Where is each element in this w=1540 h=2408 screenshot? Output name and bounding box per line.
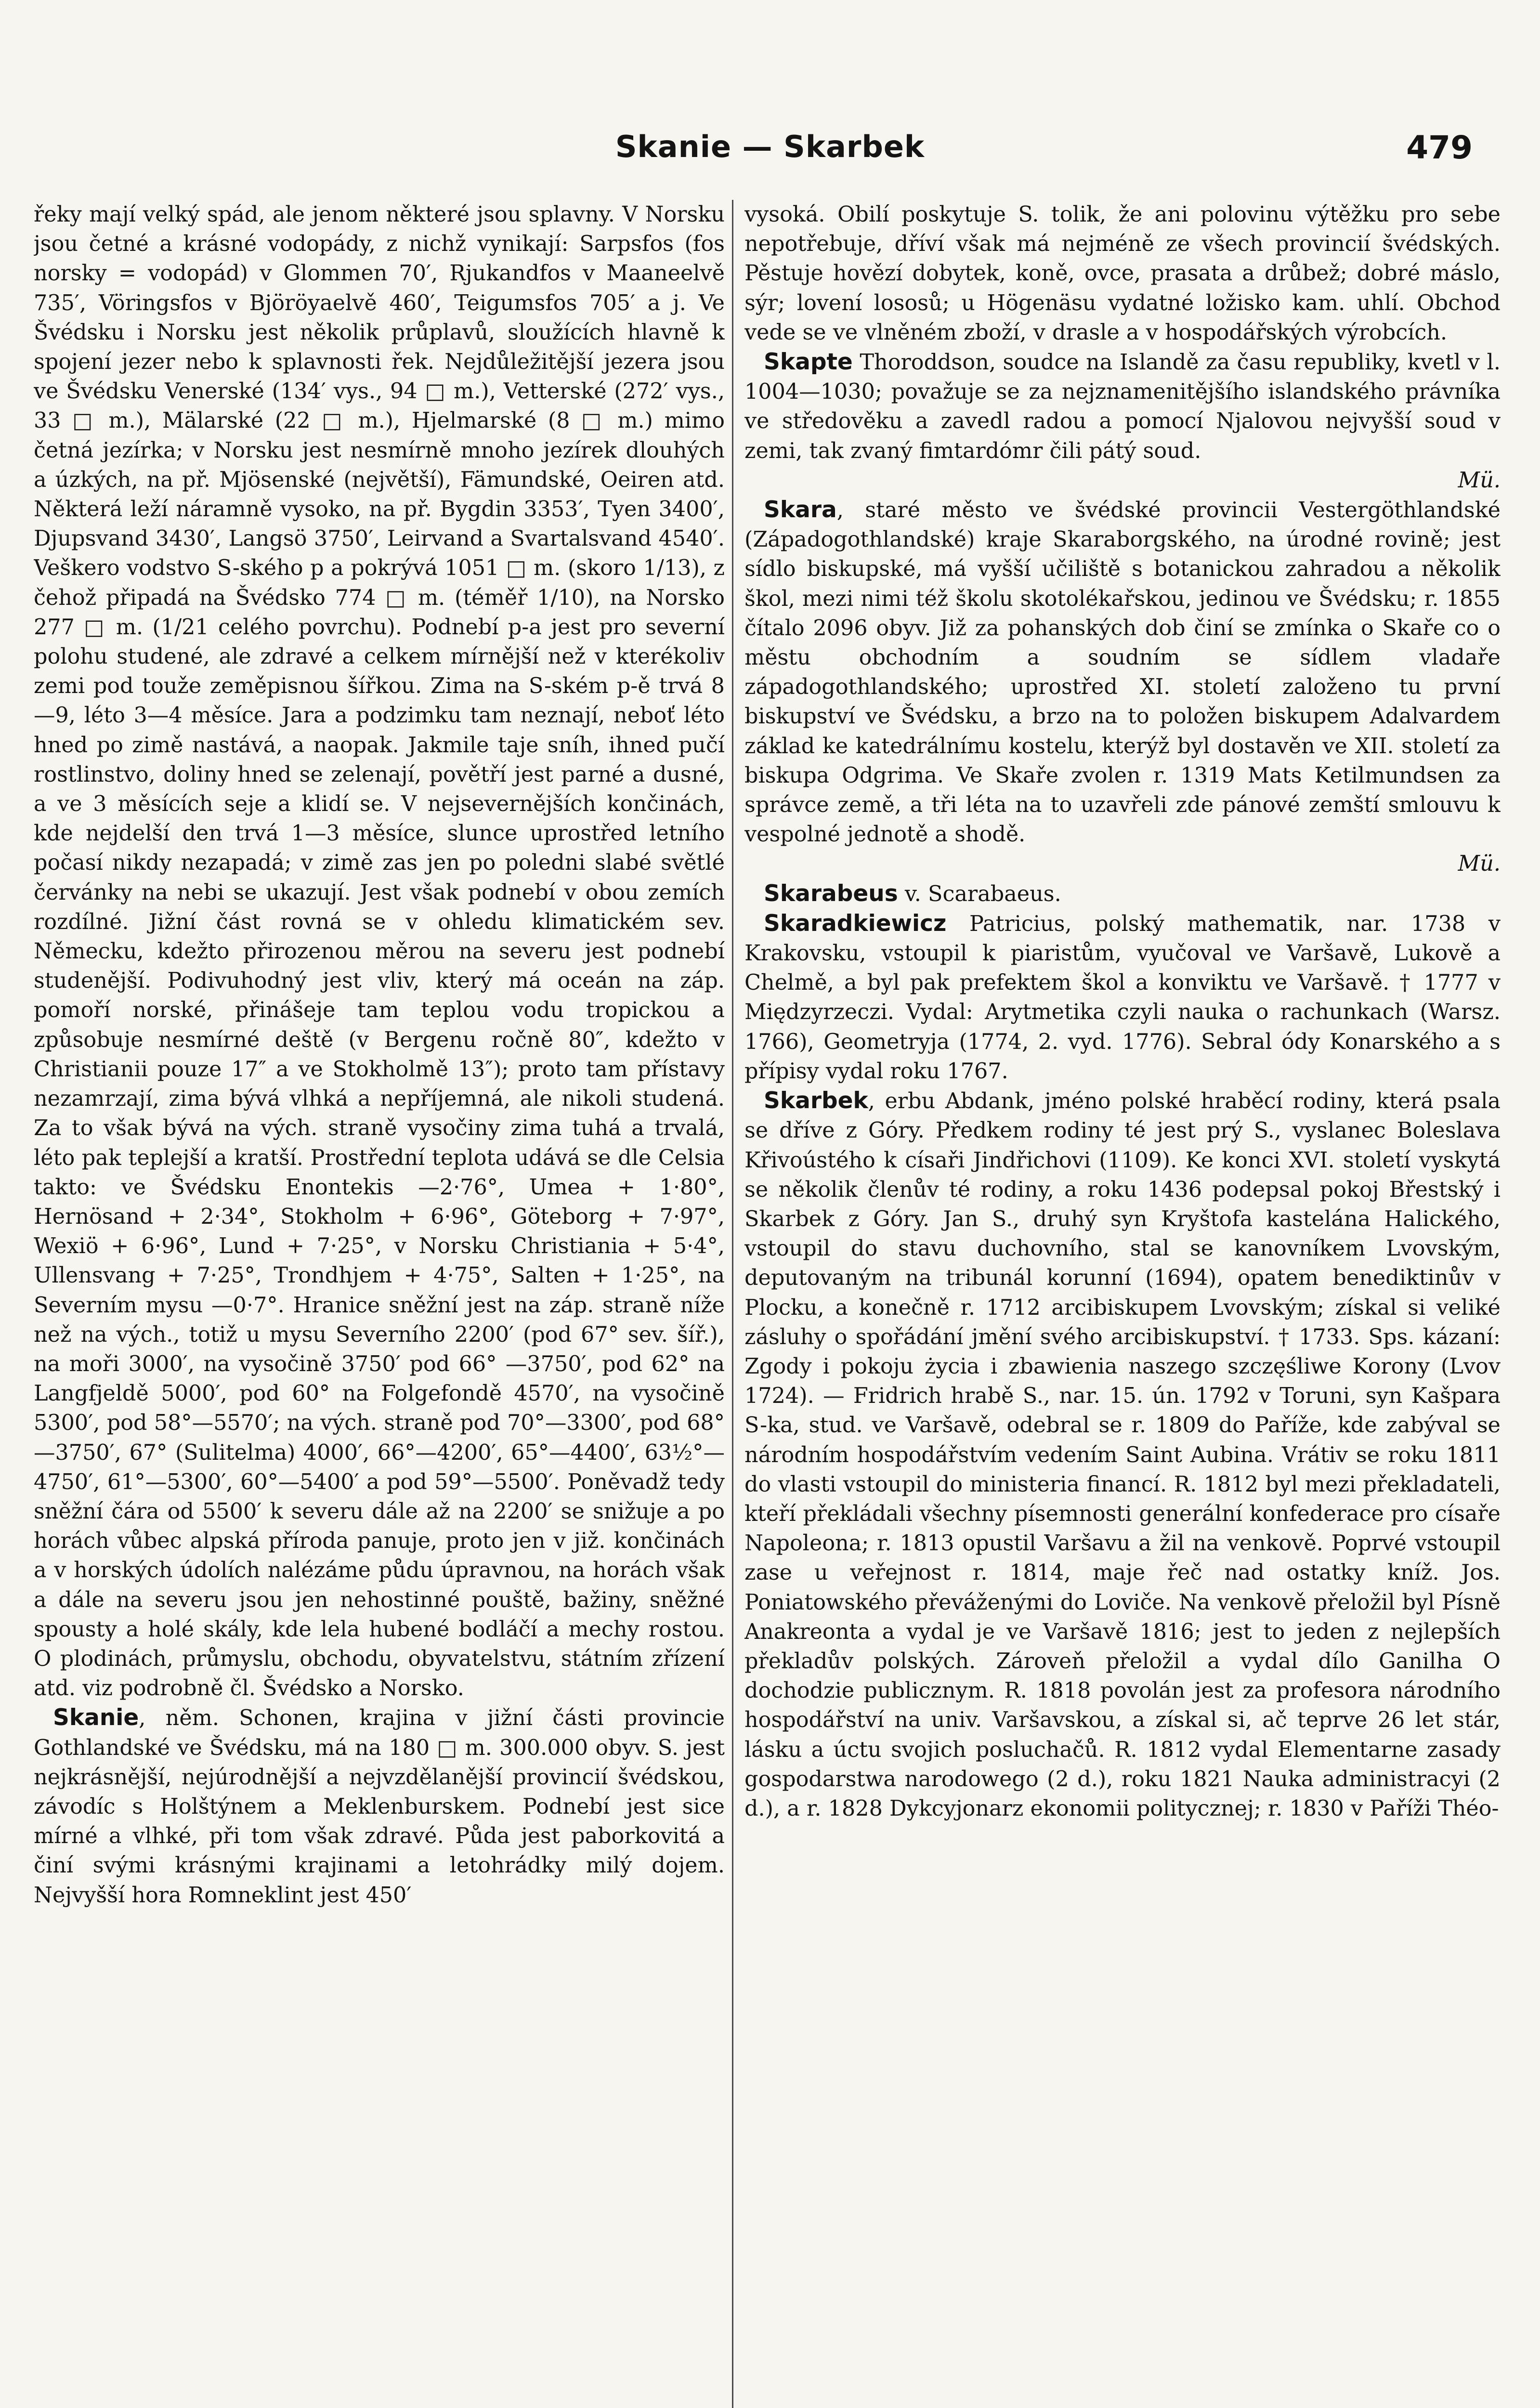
- text-paragraph: vysoká. Obilí poskytuje S. tolik, že ani polovinu výtěžku pro sebe nepotřebuje, dříví však má nejméně ze všech provincií švédských. Pěstuje hovězí dobytek, koně, ovce, prasata a drůbež; dobré máslo, sýr; lovení lososů; u Högenäsu vydatné ložisko kam. uhlí. Obchod vede se ve vlněném zboží, v drasle a v hospodářských výrobcích.: [744, 202, 1501, 345]
- author-signature: Mü.: [1458, 468, 1501, 493]
- headword: Skarabeus: [764, 880, 898, 907]
- entry-text: , něm. Schonen, krajina v jižní části provincie Gothlandské ve Švédsku, má na 180 □ m. 300.000 obyv. S. jest nejkrásnější, nejúrodnější a nejvzdělanější provincií švédskou, závodíc s Holštýnem a Meklenburskem. Podnebí jest sice mírné a vlhké, při tom však zdravé. Půda jest paborkovitá a činí svými krásnými krajinami a letohrádky milý dojem. Nejvyšší hora Romneklint jest 450′: [34, 1706, 725, 1908]
- entry-skapte: [744, 347, 1501, 495]
- left-column: [34, 200, 725, 2408]
- entry-text: Thoroddson, soudce na Islandě za času republiky, kvetl v l. 1004—1030; považuje se za nejznamenitějšího islandského právníka ve středověku a zavedl radou a pomocí Njalovou nejvyšší soud v zemi, tak zvaný fimtardómr čili pátý soud.: [744, 350, 1501, 463]
- entry-skarbek: [744, 1086, 1501, 1823]
- entry-skara: [744, 495, 1501, 879]
- entry-text: , staré město ve švédské provincii Vestergöthlandské (Západogothlandské) kraje Skaraborgského, na úrodné rovině; jest sídlo biskupské, má vyšší učiliště s botanickou zahradou a několik škol, mezi nimi též školu skotolékařskou, jedinou ve Švédsku; r. 1855 čítalo 2096 obyv. Již za pohanských dob činí se zmínka o Skaře co o městu obchodním a soudním se sídlem vladaře západogothlandského; uprostřed XI. století založeno tu první biskupství ve Švédsku, a brzo na to položen biskupem Adalvardem základ ke katedrálnímu kostelu, kterýž byl dostavěn ve XII. století za biskupa Odgrima. Ve Skaře zvolen r. 1319 Mats Ketilmundsen za správce země, a tři léta na to uzavřeli zde pánové zemští smlouvu k vespolné jednotě a shodě.: [744, 498, 1501, 847]
- entry-text: , erbu Abdank, jméno polské hraběcí rodiny, která psala se dříve z Góry. Předkem rodiny té jest prý S., vyslanec Boleslava Křivoústého k císaři Jindřichovi (1109). Ke konci XVI. století vyskytá se několik členův té rodiny, a roku 1436 podepsal pokoj Břestský i Skarbek z Góry. Jan S., druhý syn Kryštofa kastelána Halického, vstoupil do stavu duchovního, stal se kanovníkem Lvovským, deputovaným na tribunál korunní (1694), opatem benediktinův v Plocku, a konečně r. 1712 arcibiskupem Lvovským; získal si veliké zásluhy o spořádání jmění svého arcibiskupství. † 1733. Sps. kázaní: Zgody i pokoju życia i zbawienia naszego szczęśliwe Korony (Lvov 1724). — Fridrich hrabě S., nar. 15. ún. 1792 v Toruni, syn Kašpara S-ka, stud. ve Varšavě, odebral se r. 1809 do Paříže, kde zabýval se národním hospodářstvím vedením Saint Aubina. Vrátiv se roku 1811 do vlasti vstoupil do ministeria financí. R. 1812 byl mezi překladateli, kteří překládali všechny písemnosti generální konfederace pro císaře Napoleona; r. 1813 opustil Varšavu a žil na venkově. Poprvé vstoupil zase u veřejnost r. 1814, maje řeč nad ostatky kníž. Jos. Poniatowského převáženými do Loviče. Na venkově přeložil byl Písně Anakreonta a vydal je ve Varšavě 1816; jest to jeden z nejlepších překladův polských. Zároveň přeložil a vydal dílo Ganilha O dochodzie publicznym. R. 1818 povolán jest za profesora národního hospodářství na univ. Varšavskou, a získal si, ač teprve 26 let stár, lásku a úctu svojich posluchačů. R. 1812 vydal Elementarne zasady gospodarstwa narodowego (2 d.), roku 1821 Nauka administracyi (2 d.), a r. 1828 Dykcyjonarz ekonomii politycznej; r. 1830 v Paříži Théo-: [744, 1089, 1501, 1821]
- entry-text: Patricius, polský mathematik, nar. 1738 v Krakovsku, vstoupil k piaristům, vyučoval ve Varšavě, Lukově a Chelmě, a byl pak prefektem škol a konviktu ve Varšavě. † 1777 v Międzyrzeczi. Vydal: Arytmetika czyli nauka o rachunkach (Warsz. 1766), Geometryja (1774, 2. vyd. 1776). Sebral ódy Konarského a s přípisy vydal roku 1767.: [744, 911, 1501, 1084]
- entry-skanie: [34, 1703, 725, 1910]
- headword: Skanie: [53, 1704, 139, 1731]
- right-column: [744, 200, 1501, 2408]
- headword: Skarbek: [764, 1087, 868, 1114]
- running-header: [29, 129, 1511, 172]
- column-divider: [732, 200, 733, 2408]
- entry-text: v. Scarabaeus.: [898, 881, 1061, 906]
- entry-skarabeus: [744, 879, 1501, 909]
- headword: Skapte: [764, 349, 853, 376]
- headword: Skaradkiewicz: [764, 910, 947, 937]
- text-paragraph: řeky mají velký spád, ale jenom některé jsou splavny. V Norsku jsou četné a krásné vodopády, z nichž vynikají: Sarpsfos (fos norsky = vodopád) v Glommen 70′, Rjukandfos v Maaneelvě 735′, Vöringsfos v Björöyaelvě 460′, Teigumsfos 705′ a j. Ve Švédsku i Norsku jest několik průplavů, sloužících hlavně k spojení jezer nebo k splavnosti řek. Nejdůležitější jezera jsou ve Švédsku Venerské (134′ vys., 94 □ m.), Vetterské (272′ vys., 33 □ m.), Mälarské (22 □ m.), Hjelmarské (8 □ m.) mimo četná jezírka; v Norsku jest nesmírně mnoho jezírek dlouhých a úzkých, na př. Mjösenské (největší), Fämundské, Oeiren atd. Některá leží náramně vysoko, na př. Bygdin 3353′, Tyen 3400′, Djupsvand 3430′, Langsö 3750′, Leirvand a Svartalsvand 4540′. Veškero vodstvo S-ského p a pokrývá 1051 □ m. (skoro 1/13), z čehož připadá na Švédsko 774 □ m. (téměř 1/10), na Norsko 277 □ m. (1/21 celého povrchu). Podnebí p-a jest pro severní polohu studené, ale zdravé a celkem mírnější než v kterékoliv zemi pod touže zeměpisnou šířkou. Zima na S-ském p-ě trvá 8—9, léto 3—4 měsíce. Jara a podzimku tam neznají, neboť léto hned po zimě nastává, a naopak. Jakmile taje sníh, ihned pučí rostlinstvo, doliny hned se zelenají, povětří jest parné a dusné, a ve 3 měsících seje a klidí se. V nejsevernějších končinách, kde nejdelší den trvá 1—3 měsíce, slunce uprostřed letního počasí nikdy nezapadá; v zimě zas jen po poledni slabé světlé červánky na nebi se ukazují. Jest však podnebí v obou zemích rozdílné. Jižní část rovná se v ohledu klimatickém sev. Německu, kdežto přirozenou měrou na severu jest podnebí studenější. Podivuhodný jest vliv, který má oceán na záp. pomoří norské, přinášeje tam teplou vodu tropickou a způsobuje nesmírné deště (v Bergenu ročně 80″, kdežto v Christianii pouze 17″ a ve Stokholmě 13″); proto tam přístavy nezamrzají, zima bývá vlhká a nepříjemná, ale nikoli studená. Za to však bývá na vých. straně vysočiny zima tuhá a trvalá, léto pak teplejší a kratší. Prostřední teplota udává se dle Celsia takto: ve Švédsku Enontekis —2·76°, Umea + 1·80°, Hernösand + 2·34°, Stokholm + 6·96°, Göteborg + 7·97°, Wexiö + 6·96°, Lund + 7·25°, v Norsku Christiania + 5·4°, Ullensvang + 7·25°, Trondhjem + 4·75°, Salten + 1·25°, na Severním mysu —0·7°. Hranice sněžní jest na záp. straně níže než na vých., totiž u mysu Severního 2200′ (pod 67° sev. šíř.), na moři 3000′, na vysočině 3750′ pod 66° —3750′, pod 62° na Langfjeldě 5000′, pod 60° na Folgefondě 4570′, na vysočině 5300′, pod 58°—5570′; na vých. straně pod 70°—3300′, pod 68°—3750′, 67° (Sulitelma) 4000′, 66°—4200′, 65°—4400′, 63½°—4750′, 61°—5300′, 60°—5400′ a pod 59°—5500′. Poněvadž tedy sněžní čára od 5500′ k severu dále až na 2200′ se snižuje a po horách vůbec alpská příroda panuje, proto jen v již. končinách a v horských údolích nalézáme půdu úpravnou, na horách však a dále na severu jsou jen nehostinné pouště, bažiny, sněžné spousty a holé skály, kde lela hubené bodláčí a mechy rostou. O plodinách, průmyslu, obchodu, obyvatelstvu, státním zřízení atd. viz podrobně čl. Švédsko a Norsko.: [34, 202, 725, 1701]
- entry-skaradkiewicz: [744, 909, 1501, 1086]
- header-title: Skanie — Skarbek: [615, 129, 925, 164]
- author-signature: Mü.: [1458, 851, 1501, 877]
- page-number: 479: [1406, 129, 1473, 166]
- headword: Skara: [764, 497, 837, 523]
